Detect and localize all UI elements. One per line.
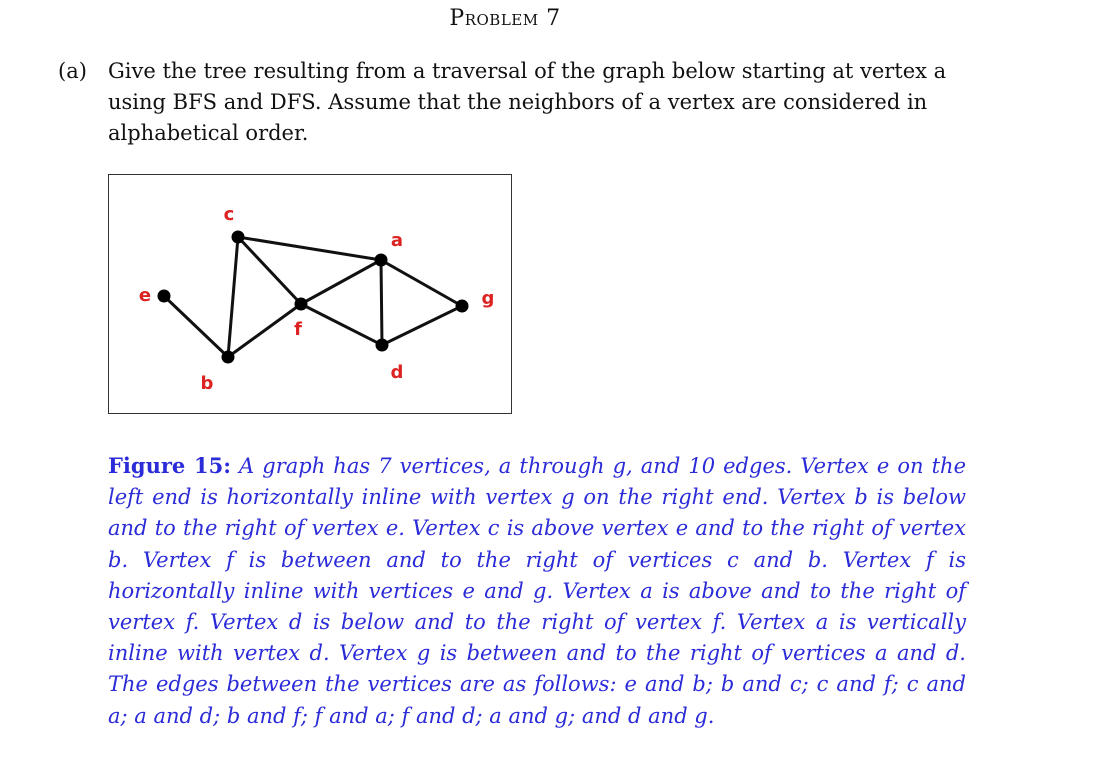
vertex-f: [295, 298, 308, 311]
part-label: (a): [58, 59, 87, 83]
edge-c-a: [238, 237, 381, 260]
vertex-b: [222, 351, 235, 364]
problem-heading: Problem 7: [449, 6, 561, 31]
vertex-label-b: b: [200, 373, 214, 394]
edge-b-c: [228, 237, 238, 357]
edge-b-f: [228, 304, 301, 357]
vertex-c: [232, 231, 245, 244]
vertex-label-g: g: [481, 288, 495, 309]
edge-f-d: [301, 304, 382, 345]
caption-text: A graph has 7 vertices, a through g, and 10 edges. Vertex e on the left end is horizontally inline with vertex g on the right end. Vertex b is below and to the right of vertex e. Vertex c is above vertex e and to the right of vertex b. Vertex f is between and to the right of vertices c and b. Vertex f is horizontally inline with vertices e and g. Vertex a is above and to the right of vertex f. Vertex d is below and to the right of vertex f. Vertex a is vertically inline with vertex d. Vertex g is between and to the right of vertices a and d. The edges between the vertices are as follows: e and b; b and c; c and f; c and a; a and d; b and f; f and a; f and d; a and g; and d and g.: [108, 454, 966, 728]
vertex-d: [376, 339, 389, 352]
vertex-e: [158, 290, 171, 303]
edge-f-a: [301, 260, 381, 304]
edge-a-g: [381, 260, 462, 306]
question-text: Give the tree resulting from a traversal of the graph below starting at vertex a using BFS and DFS. Assume that the neighbors of a vertex are considered in alphabetical order.: [108, 59, 947, 145]
vertex-a: [375, 254, 388, 267]
caption-label: Figure 15:: [108, 453, 231, 478]
edge-a-d: [381, 260, 382, 345]
vertex-label-f: f: [294, 319, 302, 340]
edge-e-b: [164, 296, 228, 357]
edge-d-g: [382, 306, 462, 345]
figure-caption: [108, 450, 966, 732]
vertex-label-a: a: [390, 230, 404, 251]
vertex-label-e: e: [138, 285, 152, 306]
label-layer: [139, 204, 495, 394]
vertex-label-d: d: [390, 362, 404, 383]
vertex-g: [456, 300, 469, 313]
graph-figure: [108, 174, 512, 414]
edge-layer: [164, 237, 462, 357]
graph-canvas: [109, 175, 510, 412]
vertex-label-c: c: [223, 204, 235, 225]
